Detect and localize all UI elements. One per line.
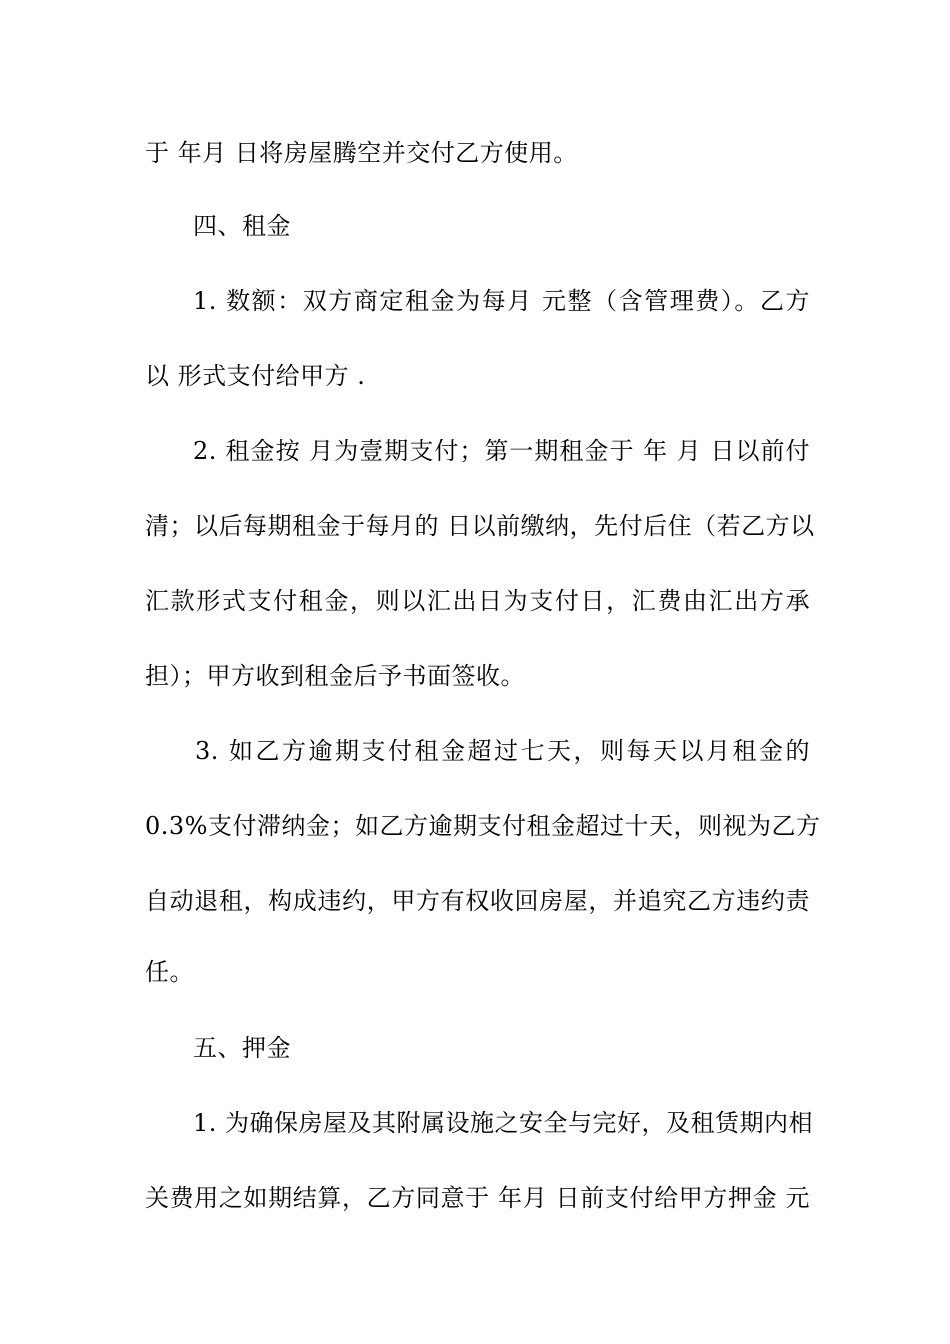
clause-late-payment-line-1: 3. 如乙方逾期支付租金超过七天，则每天以月租金的	[195, 737, 810, 765]
clause-rent-period-line-2: 清；以后每期租金于每月的 日以前缴纳，先付后住（若乙方以	[145, 512, 815, 540]
text-line-continuation: 于 年月 日将房屋腾空并交付乙方使用。	[145, 139, 578, 167]
clause-deposit-line-1: 1. 为确保房屋及其附属设施之安全与完好，及租赁期内相	[193, 1109, 814, 1137]
clause-rent-period-line-4: 担）；甲方收到租金后予书面签收。	[145, 662, 525, 690]
clause-late-payment-line-2: 0.3%支付滞纳金；如乙方逾期支付租金超过十天，则视为乙方	[145, 812, 821, 840]
clause-rent-amount-line-2: 以 形式支付给甲方 .	[145, 362, 366, 390]
clause-rent-amount-line-1: 1. 数额：双方商定租金为每月 元整（含管理费）。乙方	[193, 287, 810, 315]
section-heading-rent: 四、租金	[193, 212, 291, 240]
clause-late-payment-line-4: 任。	[145, 958, 194, 986]
clause-rent-period-line-1: 2. 租金按 月为壹期支付；第一期租金于 年 月 日以前付	[193, 437, 810, 465]
section-heading-deposit: 五、押金	[193, 1034, 291, 1062]
clause-late-payment-line-3: 自动退租，构成违约，甲方有权收回房屋，并追究乙方违约责	[145, 887, 810, 915]
clause-rent-period-line-3: 汇款形式支付租金，则以汇出日为支付日，汇费由汇出方承	[145, 587, 810, 615]
clause-deposit-line-2: 关费用之如期结算，乙方同意于 年月 日前支付给甲方押金 元	[145, 1184, 810, 1212]
